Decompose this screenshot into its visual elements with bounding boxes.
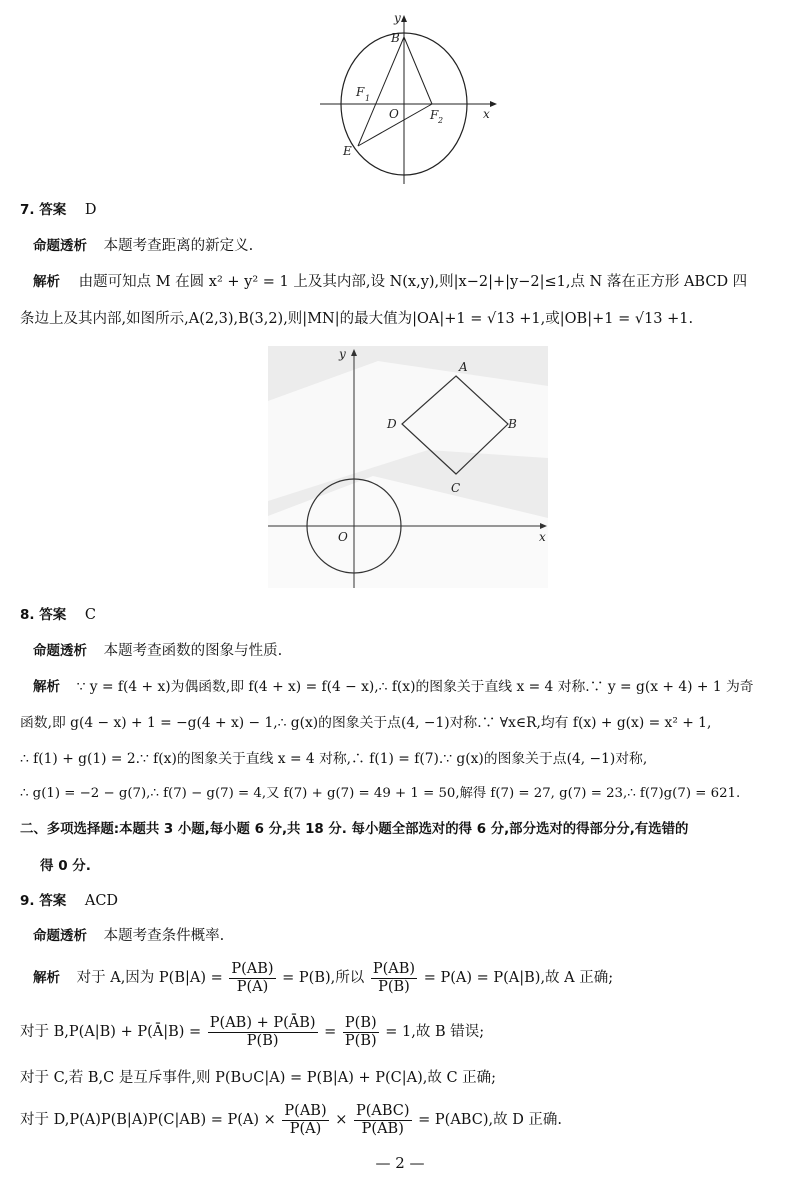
q8-solution-text1: ∵ y = f(4 + x)为偶函数,即 f(4 + x) = f(4 − x),∴ f(x)的图象关于直线 x = 4 对称.∵ y = g(x + 4) + 1 为奇 xyxy=(76,679,754,695)
q9-solution-label: 解析 xyxy=(33,970,60,986)
q8-solution-line2: 函数,即 g(4 − x) + 1 = −g(4 + x) − 1,∴ g(x)的图象关于点(4, −1)对称.∵ ∀x∈R,均有 f(x) + g(x) = x² + 1, xyxy=(20,715,712,731)
q9-option-d-line xyxy=(20,1100,562,1140)
q7-solution-text1: 由题可知点 M 在圆 x² + y² = 1 上及其内部,设 N(x,y),则|x−2|+|y−2|≤1,点 N 落在正方形 ABCD 四 xyxy=(78,274,748,290)
q7-solution-line2: 条边上及其内部,如图所示,A(2,3),B(3,2),则|MN|的最大值为|OA|+1 = √13 +1,或|OB|+1 = √13 +1. xyxy=(20,311,694,327)
q9-b-f1-num: P(AB) + P(ĀB) xyxy=(209,1014,316,1031)
q9-a-mid: = P(B),所以 xyxy=(282,970,365,986)
q8-solution-line4: ∴ g(1) = −2 − g(7),∴ f(7) − g(7) = 4,又 f(7) + g(7) = 49 + 1 = 50,解得 f(7) = 27, g(7) = 23,∴ f(7)g(7) = 621. xyxy=(20,786,741,801)
q9-option-c-line: 对于 C,若 B,C 是互斥事件,则 P(B∪C|A) = P(B|A) + P(C|A),故 C 正确; xyxy=(20,1070,497,1086)
q7-solution-line1 xyxy=(33,272,747,292)
fig1-label-y: y xyxy=(394,12,401,25)
q9-d-f1-den: P(A) xyxy=(289,1120,322,1137)
q7-topic-label: 命题透析 xyxy=(33,238,87,254)
fig2-label-x: x xyxy=(539,530,546,544)
q7-answer-label: 7. 答案 xyxy=(20,202,67,218)
q9-a-f1-num: P(AB) xyxy=(231,960,274,977)
q8-solution-line1 xyxy=(33,677,754,697)
q7-topic-line xyxy=(33,236,253,256)
q9-d-fraction-1 xyxy=(282,1103,328,1138)
q8-solution-label: 解析 xyxy=(33,679,60,695)
q9-topic-line xyxy=(33,926,224,946)
fig2-label-O: O xyxy=(338,530,348,544)
fig1-label-F1: F xyxy=(356,85,365,99)
q8-answer-value: C xyxy=(84,607,96,623)
q9-d-post: = P(ABC),故 D 正确. xyxy=(418,1112,563,1128)
fig2-label-y: y xyxy=(339,347,346,361)
q9-b-fraction-2 xyxy=(343,1015,379,1050)
q9-a-post: = P(A) = P(A|B),故 A 正确; xyxy=(423,970,614,986)
q9-a-fraction-2 xyxy=(371,961,417,996)
fig1-label-B: B xyxy=(391,31,400,45)
q9-a-f1-den: P(A) xyxy=(236,978,269,995)
q9-d-pre: 对于 D,P(A)P(B|A)P(C|AB) = P(A) × xyxy=(20,1112,276,1128)
q9-a-fraction-1 xyxy=(229,961,275,996)
square-circle-figure xyxy=(268,346,548,588)
q9-d-f2-den: P(AB) xyxy=(361,1120,404,1137)
q9-option-b-line xyxy=(20,1012,484,1052)
q9-topic-label: 命题透析 xyxy=(33,928,87,944)
q9-d-fraction-2 xyxy=(354,1103,412,1138)
q9-d-f1-num: P(AB) xyxy=(284,1102,327,1119)
q9-answer-value: ACD xyxy=(84,893,119,909)
q9-a-f2-num: P(AB) xyxy=(372,960,416,977)
q9-a-pre: 对于 A,因为 P(B|A) = xyxy=(76,970,223,986)
q9-answer-label: 9. 答案 xyxy=(20,893,67,909)
q8-answer-label: 8. 答案 xyxy=(20,607,67,623)
q9-b-f2-num: P(B) xyxy=(344,1014,377,1031)
fig2-label-C: C xyxy=(451,481,461,495)
q8-answer-line xyxy=(20,605,96,625)
q9-b-post: = 1,故 B 错误; xyxy=(385,1024,485,1040)
ellipse-figure xyxy=(318,12,498,187)
q9-option-a-line xyxy=(33,958,613,998)
fig1-label-F1-sub: 1 xyxy=(365,94,371,103)
q7-solution-label: 解析 xyxy=(33,274,60,290)
fig2-label-B: B xyxy=(508,417,517,431)
page-number: — 2 — xyxy=(375,1154,425,1172)
q9-d-f2-num: P(ABC) xyxy=(355,1102,410,1119)
q8-topic-text: 本题考查函数的图象与性质. xyxy=(103,643,283,659)
section2-heading-line2: 得 0 分. xyxy=(40,858,91,874)
q7-answer-line xyxy=(20,200,96,220)
q9-b-fraction-1 xyxy=(208,1015,318,1050)
q8-topic-label: 命题透析 xyxy=(33,643,87,659)
q9-b-f2-den: P(B) xyxy=(344,1032,377,1049)
fig2-label-D: D xyxy=(387,417,397,431)
fig1-label-x: x xyxy=(483,107,490,121)
q8-solution-line3: ∴ f(1) + g(1) = 2.∵ f(x)的图象关于直线 x = 4 对称,∴ f(1) = f(7).∵ g(x)的图象关于点(4, −1)对称, xyxy=(20,751,648,767)
section2-heading-line1: 二、多项选择题:本题共 3 小题,每小题 6 分,共 18 分. 每小题全部选对的得 6 分,部分选对的得部分分,有选错的 xyxy=(20,822,689,837)
fig1-label-E: E xyxy=(343,144,352,158)
q9-b-pre: 对于 B,P(A|B) + P(Ā|B) = xyxy=(20,1024,202,1040)
fig1-label-O: O xyxy=(389,107,399,121)
q8-topic-line xyxy=(33,641,282,661)
q9-d-times: × xyxy=(335,1112,348,1128)
q7-answer-value: D xyxy=(84,202,97,218)
q9-b-f1-den: P(B) xyxy=(246,1032,279,1049)
fig2-label-A: A xyxy=(459,360,468,374)
fig1-label-F2-sub: 2 xyxy=(438,116,444,125)
q9-a-f2-den: P(B) xyxy=(378,978,410,995)
q7-topic-text: 本题考查距离的新定义. xyxy=(103,238,254,254)
q9-b-eq: = xyxy=(324,1024,337,1040)
q9-topic-text: 本题考查条件概率. xyxy=(103,928,225,944)
q9-answer-line xyxy=(20,891,118,911)
fig1-label-F2: F xyxy=(430,108,439,122)
